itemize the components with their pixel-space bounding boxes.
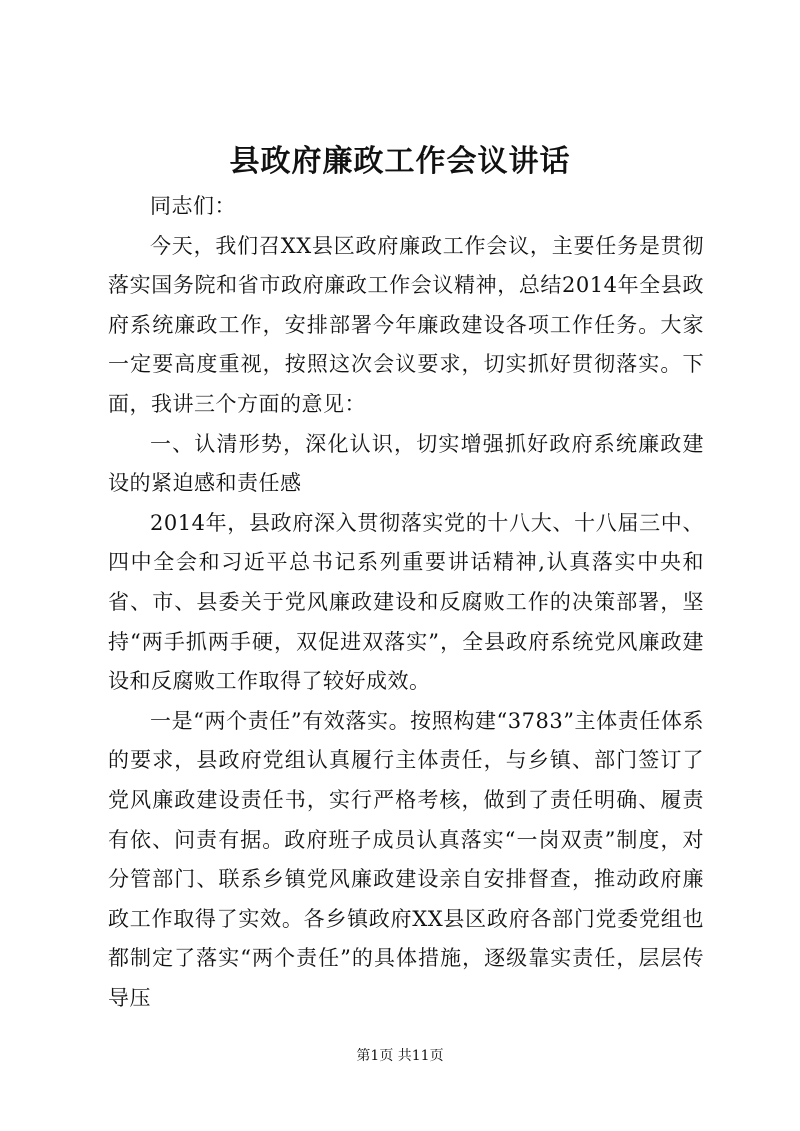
document-body [108,187,704,1018]
point-paragraph-1: 一是“两个责任”有效落实。按照构建“3783”主体责任体系的要求，县政府党组认真履行主体责任，与乡镇、部门签订了党风廉政建设责任书，实行严格考核，做到了责任明确、履责有依、问责有据。政府班子成员认真落实“一岗双责”制度，对分管部门、联系乡镇党风廉政建设亲自安排督查，推动政府廉政工作取得了实效。各乡镇政府XX县区政府各部门党委党组也都制定了落实“两个责任”的具体措施，逐级靠实责任，层层传导压 [108,708,704,1010]
page-number-label: 第1页 共11页 [356,1048,444,1064]
salutation-paragraph: 同志们： [150,194,236,218]
summary-paragraph: 2014年，县政府深入贯彻落实党的十八大、十八届三中、四中全会和习近平总书记系列重要讲话精神,认真落实中央和省、市、县委关于党风廉政建设和反腐败工作的决策部署，坚持“两手抓两手硬，双促进双落实”，全县政府系统党风廉政建设和反腐败工作取得了较好成效。 [108,510,704,694]
intro-paragraph: 今天，我们召XX县区政府廉政工作会议，主要任务是贯彻落实国务院和省市政府廉政工作会议精神，总结2014年全县政府系统廉政工作，安排部署今年廉政建设各项工作任务。大家一定要高度重视，按照这次会议要求，切实抓好贯彻落实。下面，我讲三个方面的意见： [108,233,704,416]
section-heading-1: 一、认清形势，深化认识，切实增强抓好政府系统廉政建设的紧迫感和责任感 [108,431,704,496]
page-footer [0,1046,800,1066]
document-title: 县政府廉政工作会议讲话 [229,144,571,179]
